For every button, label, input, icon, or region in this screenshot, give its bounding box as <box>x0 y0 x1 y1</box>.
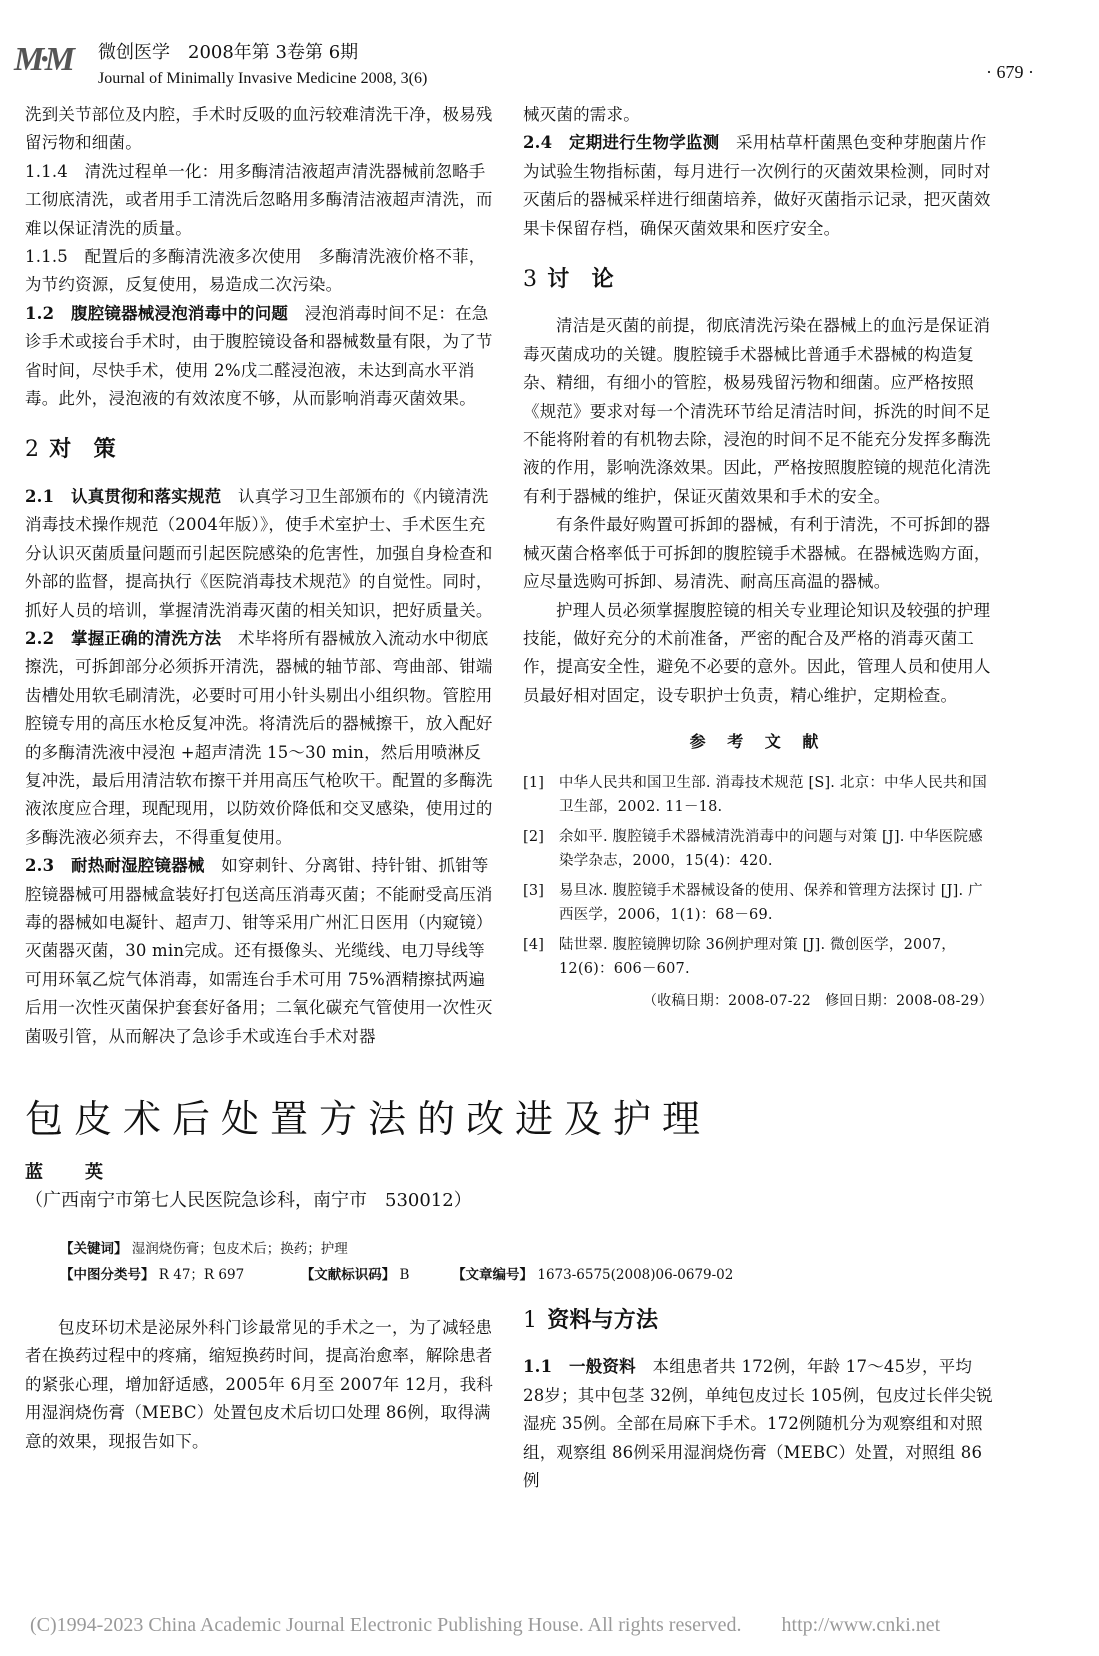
paragraph-text: 如穿刺针、分离钳、持针钳、抓钳等腔镜器械可用器械盒装好打包送高压消毒灭菌；不能耐受高压消毒的器械如电凝针、超声刀、钳等采用广州汇日医用（内窥镜）灭菌器灭菌，30 min完成。还有摄像头、光缆线、电刀导线等可用环氧乙烷气体消毒，如需连台手术可用 75%酒精擦拭两遍后用一次性灭菌保护套套好备用；二氧化碳充气管使用一次性灭菌吸引管，从而解决了急诊手术或连台手术对器 <box>25 856 493 1046</box>
keywords-line <box>60 1237 348 1257</box>
article-number-value: 1673-6575(2008)06-0679-02 <box>537 1267 734 1283</box>
reference-item: [1] 中华人民共和国卫生部. 消毒技术规范 [S]. 北京：中华人民共和国卫生部，2002. 11－18. <box>523 774 987 815</box>
article-title: 包皮术后处置方法的改进及护理 <box>25 1097 712 1141</box>
intro-paragraph: 包皮环切术是泌尿外科门诊最常见的手术之一，为了减轻患者在换药过程中的疼痛，缩短换药时间，提高治愈率，解除患者的紧张心理，增加舒适感，2005年 6月至 2007年 12月，我科用湿润烧伤膏（MEBC）处置包皮术后切口处理 86例，取得满意的效果，现报告如下。 <box>25 1318 494 1451</box>
paragraph <box>25 625 493 852</box>
clc-value: R 47；R 697 <box>158 1267 245 1283</box>
subsection-heading: 2.3 耐热耐湿腔镜器械 <box>25 856 205 876</box>
section-number: 3 <box>523 267 538 293</box>
affiliation: （广西南宁市第七人民医院急诊科，南宁市 530012） <box>25 1190 472 1211</box>
paragraph-text: 浸泡消毒时间不足：在急诊手术或接台手术时，由于腹腔镜设备和器械数量有限，为了节省时间，尽快手术，使用 2%戊二醛浸泡液，未达到高水平消毒。此外，浸泡液的有效浓度不够，从而影响消毒灭菌效果。 <box>25 303 493 409</box>
right-column <box>523 101 993 1015</box>
paragraph: 械灭菌的需求。 <box>523 105 640 124</box>
journal-logo: M·M <box>14 41 71 78</box>
subsection-heading: 1.1 一般资料 <box>523 1357 636 1377</box>
received-dates: （收稿日期：2008-07-22 修回日期：2008-08-29） <box>642 992 993 1009</box>
paragraph: 洗到关节部位及内腔，手术时反吸的血污较难清洗干净，极易残留污物和细菌。 <box>25 105 493 153</box>
paragraph <box>523 129 993 243</box>
article-number-label: 【文章编号】 <box>452 1267 534 1283</box>
section-heading <box>523 1306 993 1335</box>
keywords-label: 【关键词】 <box>60 1241 128 1257</box>
clc-label: 【中图分类号】 <box>60 1267 155 1283</box>
subsection-heading: 2.2 掌握正确的清洗方法 <box>25 628 222 648</box>
paragraph <box>25 852 493 1051</box>
author: 蓝 英 <box>25 1162 115 1183</box>
copyright-footer: (C)1994-2023 China Academic Journal Electronic Publishing House. All rights reserved. http://www.cnki.net <box>30 1614 941 1636</box>
article2-right-column <box>523 1298 993 1495</box>
section-number: 2 <box>25 437 40 463</box>
paragraph <box>25 483 493 625</box>
reference-item: [4] 陆世翠. 腹腔镜脾切除 36例护理对策 [J]. 微创医学，2007，12(6)：606－607. <box>523 936 956 977</box>
reference-item: [3] 易旦冰. 腹腔镜手术器械设备的使用、保养和管理方法探讨 [J]. 广西医学，2006，1(1)：68－69. <box>523 882 983 923</box>
journal-header-en: Journal of Minimally Invasive Medicine 2008, 3(6) <box>98 70 428 87</box>
section-number: 1 <box>523 1308 538 1333</box>
section-heading <box>523 265 993 294</box>
paragraph-text: 本组患者共 172例，年龄 17～45岁，平均 28岁；其中包茎 32例，单纯包皮过长 105例，包皮过长伴尖锐湿疣 35例。全部在局麻下手术。172例随机分为观察组和对照组，观察组 86例采用湿润烧伤膏（MEBC）处置，对照组 86例 <box>523 1357 993 1491</box>
paragraph <box>25 300 493 414</box>
paragraph-text: 术毕将所有器械放入流动水中彻底擦洗，可拆卸部分必须拆开清洗，器械的轴节部、弯曲部、钳端齿槽处用软毛刷清洗，必要时可用小针头剔出小组织物。管腔用腔镜专用的高压水枪反复冲洗。将清洗后的器械擦干，放入配好的多酶清洗液中浸泡 +超声清洗 15～30 min，然后用喷淋反复冲洗，最后用清洁软布擦干并用高压气枪吹干。配置的多酶洗液浓度应合理，现配现用，以防效价降低和交叉感染，使用过的多酶洗液必须弃去，不得重复使用。 <box>25 628 493 847</box>
subsection-heading: 2.1 认真贯彻和落实规范 <box>25 486 222 506</box>
section-title: 讨 论 <box>547 266 614 293</box>
keywords: 湿润烧伤膏；包皮术后；换药；护理 <box>131 1241 348 1257</box>
paragraph-text: 采用枯草杆菌黑色变种芽胞菌片作为试验生物指标菌，每月进行一次例行的灭菌效果检测，同时对灭菌后的器械采样进行细菌培养，做好灭菌指示记录，把灭菌效果卡保留存档，确保灭菌效果和医疗安全。 <box>523 133 991 238</box>
paragraph-text: 认真学习卫生部颁布的《内镜清洗消毒技术操作规范（2004年版）》，使手术室护士、手术医生充分认识灭菌质量问题而引起医院感染的危害性，加强自身检查和外部的监督，提高执行《医院消毒技术规范》的自觉性。同时，抓好人员的培训，掌握清洗消毒灭菌的相关知识，把好质量关。 <box>25 486 493 620</box>
doc-code-label: 【文献标识码】 <box>300 1267 396 1283</box>
paragraph: 1.1.5 配置后的多酶清洗液多次使用 多酶清洗液价格不菲，为节约资源，反复使用，易造成二次污染。 <box>25 247 486 295</box>
page-number: · 679 · <box>986 62 1034 82</box>
subsection-heading: 1.2 腹腔镜器械浸泡消毒中的问题 <box>25 303 289 323</box>
classification-line <box>60 1263 1000 1283</box>
left-column <box>25 101 493 1051</box>
doc-code-value: B <box>399 1267 410 1283</box>
reference-item: [2] 余如平. 腹腔镜手术器械清洗消毒中的问题与对策 [J]. 中华医院感染学杂志，2000，15(4)：420. <box>523 828 983 869</box>
paragraph: 有条件最好购置可拆卸的器械，有利于清洗，不可拆卸的器械灭菌合格率低于可拆卸的腹腔镜手术器械。在器械选购方面，应尽量选购可拆卸、易清洗、耐高压高温的器械。 <box>523 515 991 592</box>
paragraph <box>523 1353 993 1495</box>
subsection-heading: 2.4 定期进行生物学监测 <box>523 133 720 153</box>
references-heading: 参 考 文 献 <box>689 732 827 752</box>
section-title: 对 策 <box>49 436 116 463</box>
article2-left-column <box>25 1314 493 1456</box>
paragraph: 清洁是灭菌的前提，彻底清洗污染在器械上的血污是保证消毒灭菌成功的关键。腹腔镜手术器械比普通手术器械的构造复杂、精细，有细小的管腔，极易残留污物和细菌。应严格按照《规范》要求对每一个清洗环节给足清洁时间，拆洗的时间不足不能将附着的有机物去除，浸泡的时间不足不能充分发挥多酶洗液的作用，影响洗涤效果。因此，严格按照腹腔镜的规范化清洗有利于器械的维护，保证灭菌效果和手术的安全。 <box>523 316 991 506</box>
paragraph: 1.1.4 清洗过程单一化：用多酶清洁液超声清洗器械前忽略手工彻底清洗，或者用手工清洗后忽略用多酶清洁液超声清洗，而难以保证清洗的质量。 <box>25 161 493 238</box>
section-title: 资料与方法 <box>547 1307 659 1333</box>
paragraph: 护理人员必须掌握腹腔镜的相关专业理论知识及较强的护理技能，做好充分的术前准备，严密的配合及严格的消毒灭菌工作，提高安全性，避免不必要的意外。因此，管理人员和使用人员最好相对固定，设专职护士负责，精心维护，定期检查。 <box>523 600 991 705</box>
section-heading <box>25 435 493 464</box>
journal-header-cn: 微创医学 2008年第 3卷第 6期 <box>98 42 359 63</box>
